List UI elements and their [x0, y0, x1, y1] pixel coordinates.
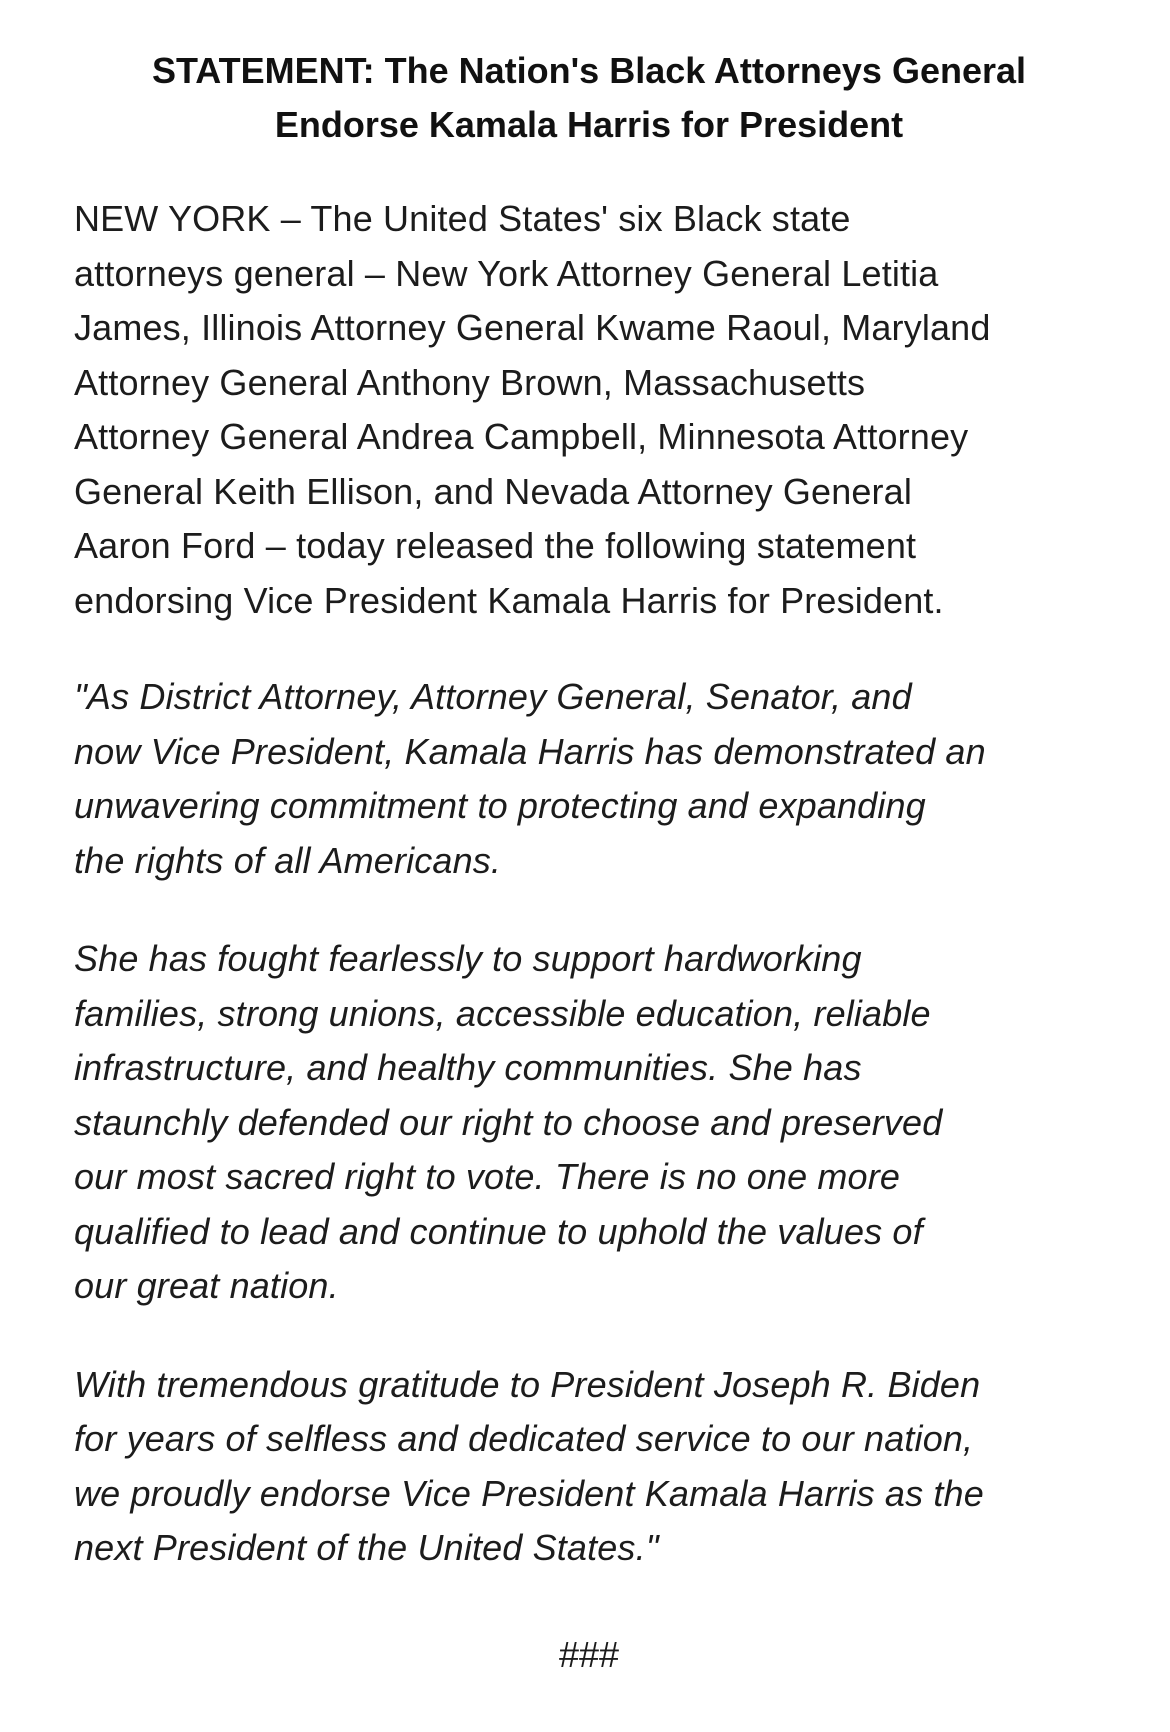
end-mark: ### [558, 1633, 620, 1675]
quote-paragraph-2: She has fought fearlessly to support hardworking families, strong unions, accessible education, reliable infrastructure, and healthy communities. She has staunchly defended our right to choose and preserved our most sacred right to vote. There is no one more qualified to lead and continue to uphold the values of our great nation. [74, 938, 943, 1306]
press-release [74, 44, 1104, 1682]
quote-paragraph-3: With tremendous gratitude to President Joseph R. Biden for years of selfless and dedicated service to our nation, we proudly endorse Vice President Kamala Harris as the next President of the United States." [74, 1363, 984, 1568]
statement-title: STATEMENT: The Nation's Black Attorneys General Endorse Kamala Harris for President [151, 50, 1027, 145]
lead-paragraph: NEW YORK – The United States' six Black state attorneys general – New York Attorney General Letitia James, Illinois Attorney General Kwame Raoul, Maryland Attorney General Anthony Brown, Massachusetts Attorney General Andrea Campbell, Minnesota Attorney General Keith Ellison, and Nevada Attorney General Aaron Ford – today released the following statement endorsing Vice President Kamala Harris for President. [74, 198, 991, 621]
quote-paragraph-1: "As District Attorney, Attorney General, Senator, and now Vice President, Kamala Harris has demonstrated an unwavering commitment to protecting and expanding the rights of all Americans. [74, 676, 986, 881]
